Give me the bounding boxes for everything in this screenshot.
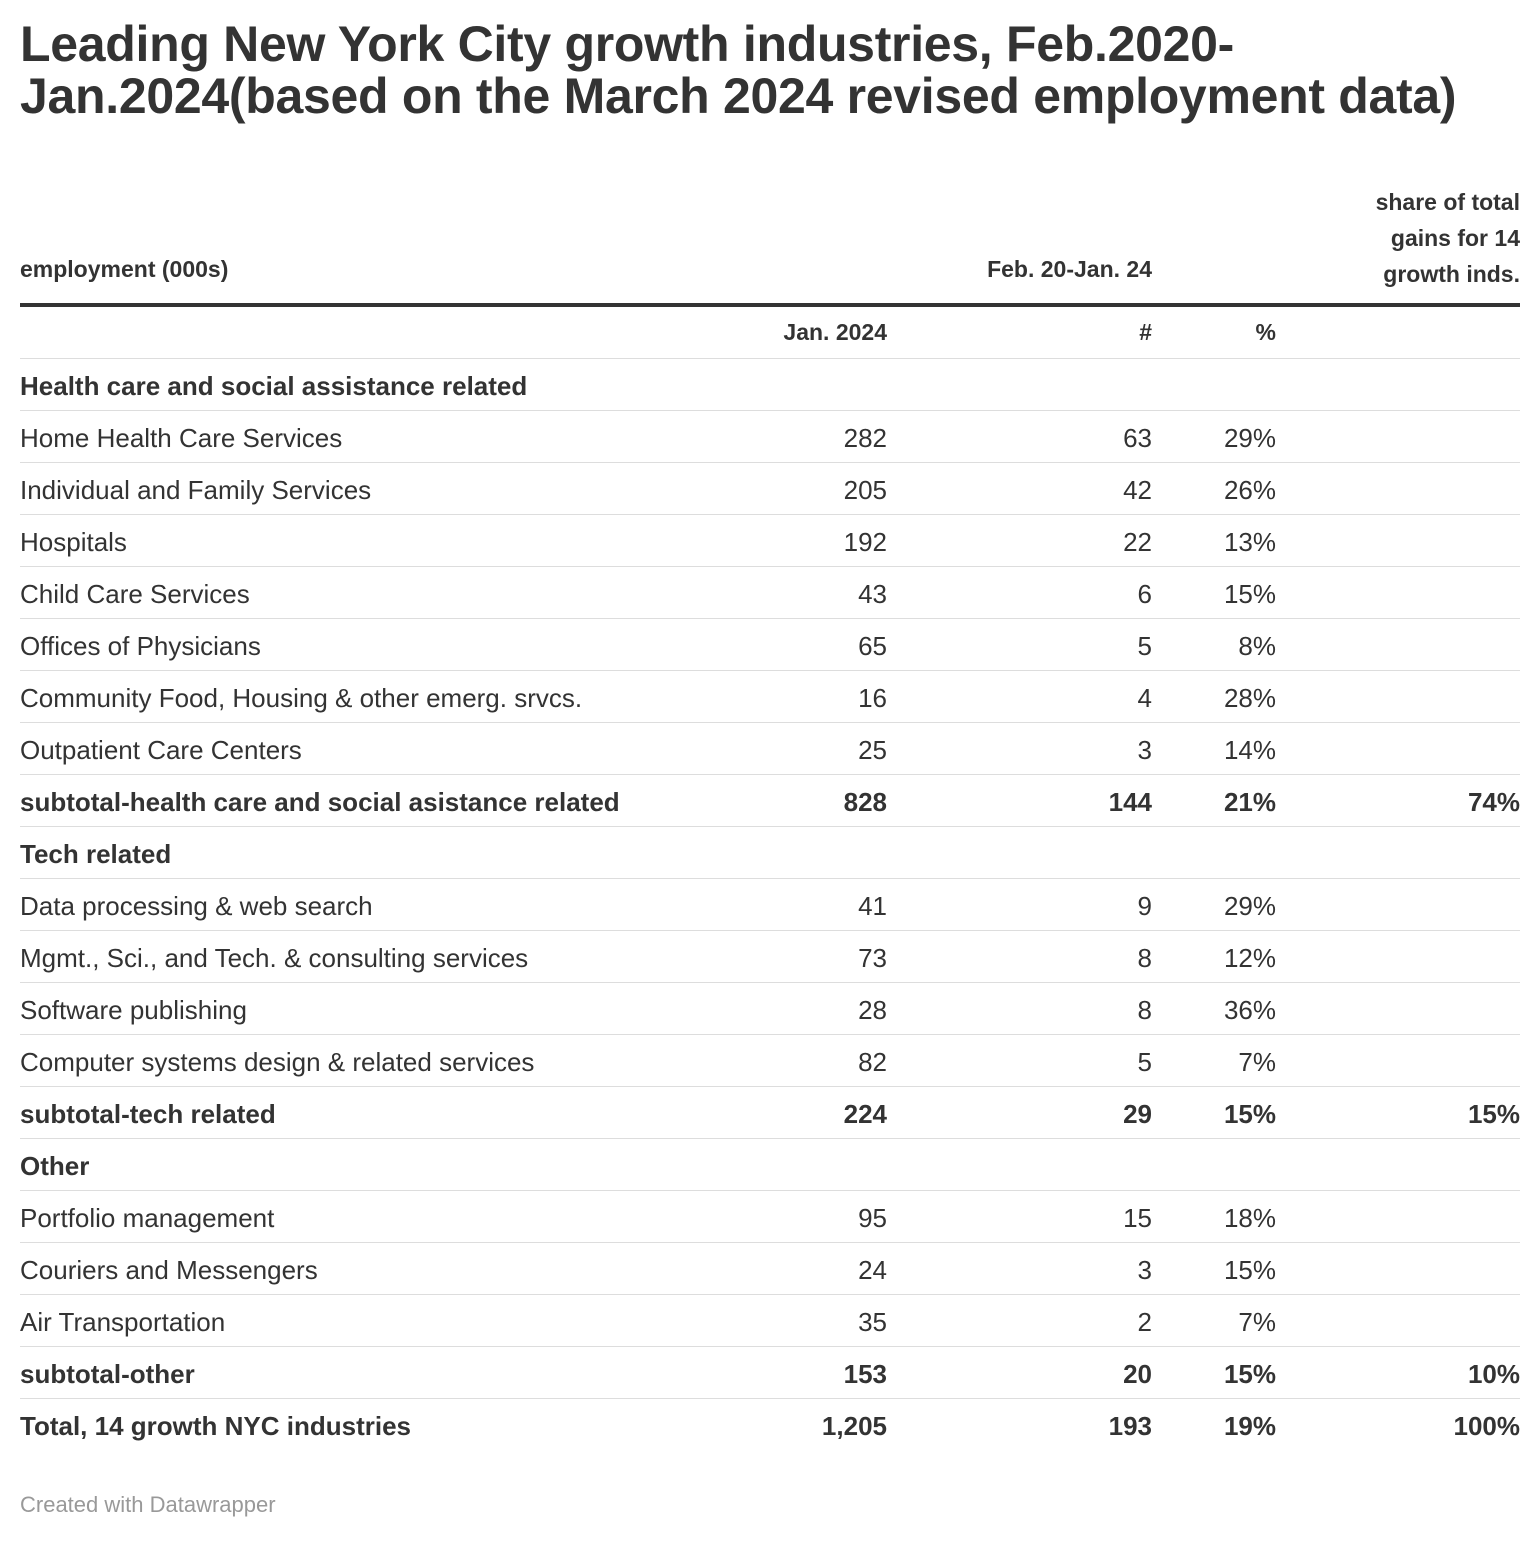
cell-jan: 282	[843, 423, 887, 453]
cell-jan: 24	[858, 1255, 887, 1285]
cell-num: 29	[1123, 1099, 1152, 1129]
cell-jan: 205	[843, 475, 887, 505]
table-row-subtotal	[20, 1347, 1520, 1399]
cell-pct: 15%	[1223, 1359, 1276, 1389]
cell-pct: 29%	[1223, 891, 1276, 921]
cell-name: Tech related	[20, 839, 172, 869]
cell-pct: 28%	[1223, 683, 1276, 713]
cell-share: 15%	[1467, 1099, 1520, 1129]
cell-pct: 15%	[1223, 1099, 1276, 1129]
cell-jan: 224	[843, 1099, 887, 1129]
cell-name: subtotal-tech related	[20, 1099, 276, 1129]
cell-pct: 7%	[1238, 1307, 1276, 1337]
table-row-item	[20, 931, 1520, 983]
cell-num: 5	[1137, 631, 1152, 661]
table-row-section	[20, 827, 1520, 879]
table-row-item	[20, 1035, 1520, 1087]
cell-jan: 41	[858, 891, 887, 921]
table-row-item	[20, 1191, 1520, 1243]
table-row-item	[20, 1295, 1520, 1347]
cell-jan: 153	[843, 1359, 887, 1389]
cell-share: 74%	[1467, 787, 1520, 817]
table-row-section	[20, 1139, 1520, 1191]
table-row-item	[20, 879, 1520, 931]
cell-jan: 73	[858, 943, 887, 973]
cell-pct: 7%	[1238, 1047, 1276, 1077]
cell-num: 22	[1123, 527, 1152, 557]
cell-pct: 26%	[1223, 475, 1276, 505]
cell-num: 3	[1137, 1255, 1152, 1285]
cell-name: Community Food, Housing & other emerg. srvcs.	[20, 683, 583, 713]
table-row-section	[20, 359, 1520, 411]
table-row-item	[20, 983, 1520, 1035]
header-period: Feb. 20-Jan. 24	[987, 256, 1152, 282]
cell-num: 5	[1137, 1047, 1152, 1077]
cell-name: Couriers and Messengers	[20, 1255, 318, 1285]
table-row-subtotal	[20, 1087, 1520, 1139]
cell-name: Mgmt., Sci., and Tech. & consulting services	[20, 943, 529, 973]
cell-name: Software publishing	[20, 995, 247, 1025]
column-header-jan: Jan. 2024	[783, 319, 887, 345]
cell-name: Air Transportation	[20, 1307, 226, 1337]
cell-jan: 43	[858, 579, 887, 609]
table-row-item	[20, 463, 1520, 515]
cell-num: 63	[1123, 423, 1152, 453]
cell-num: 4	[1137, 683, 1152, 713]
cell-name: subtotal-other	[20, 1359, 195, 1389]
cell-pct: 12%	[1223, 943, 1276, 973]
table-row-total	[20, 1399, 1520, 1450]
cell-pct: 29%	[1223, 423, 1276, 453]
cell-pct: 21%	[1223, 787, 1276, 817]
cell-name: Health care and social assistance related	[20, 371, 528, 401]
cell-jan: 35	[858, 1307, 887, 1337]
cell-num: 9	[1137, 891, 1152, 921]
column-header-row	[20, 307, 1520, 359]
cell-jan: 95	[858, 1203, 887, 1233]
cell-name: Child Care Services	[20, 579, 250, 609]
table-row-item	[20, 1243, 1520, 1295]
table-row-item	[20, 671, 1520, 723]
header-share	[1300, 184, 1520, 292]
cell-pct: 8%	[1238, 631, 1276, 661]
cell-pct: 14%	[1223, 735, 1276, 765]
table-row-item	[20, 619, 1520, 671]
cell-name: Offices of Physicians	[20, 631, 261, 661]
table-row-item	[20, 567, 1520, 619]
footer-credit: Created with Datawrapper	[20, 1492, 276, 1517]
cell-name: Individual and Family Services	[20, 475, 372, 505]
data-table	[20, 307, 1520, 1450]
cell-jan: 82	[858, 1047, 887, 1077]
cell-jan: 28	[858, 995, 887, 1025]
cell-share: 10%	[1467, 1359, 1520, 1389]
cell-jan: 1,205	[821, 1411, 887, 1441]
table-row-item	[20, 411, 1520, 463]
cell-name: Total, 14 growth NYC industries	[20, 1411, 412, 1441]
cell-pct: 13%	[1223, 527, 1276, 557]
cell-num: 3	[1137, 735, 1152, 765]
chart-title: Leading New York City growth industries, Feb.2020-Jan.2024(based on the March 2024 revised employment data)	[20, 16, 1457, 124]
cell-pct: 18%	[1223, 1203, 1276, 1233]
cell-jan: 25	[858, 735, 887, 765]
cell-pct: 19%	[1223, 1411, 1276, 1441]
cell-name: Hospitals	[20, 527, 127, 557]
cell-jan: 828	[843, 787, 887, 817]
table-row-item	[20, 723, 1520, 775]
header-share-line-1: share of total	[1375, 189, 1520, 215]
cell-num: 15	[1123, 1203, 1152, 1233]
cell-name: Home Health Care Services	[20, 423, 343, 453]
cell-name: Computer systems design & related services	[20, 1047, 535, 1077]
cell-num: 6	[1137, 579, 1152, 609]
header-share-line-3: growth inds.	[1383, 261, 1520, 287]
cell-pct: 15%	[1223, 579, 1276, 609]
cell-name: subtotal-health care and social asistance related	[20, 787, 620, 817]
header-share-line-2: gains for 14	[1390, 225, 1520, 251]
cell-pct: 36%	[1223, 995, 1276, 1025]
cell-num: 2	[1137, 1307, 1152, 1337]
cell-jan: 16	[858, 683, 887, 713]
cell-name: Portfolio management	[20, 1203, 275, 1233]
cell-num: 20	[1123, 1359, 1152, 1389]
cell-num: 42	[1123, 475, 1152, 505]
cell-pct: 15%	[1223, 1255, 1276, 1285]
cell-name: Outpatient Care Centers	[20, 735, 302, 765]
table-row-subtotal	[20, 775, 1520, 827]
cell-num: 144	[1108, 787, 1152, 817]
cell-jan: 65	[858, 631, 887, 661]
cell-name: Data processing & web search	[20, 891, 373, 921]
cell-jan: 192	[843, 527, 887, 557]
cell-share: 100%	[1453, 1411, 1520, 1441]
cell-name: Other	[20, 1151, 90, 1181]
header-employment: employment (000s)	[20, 256, 229, 282]
column-header-pct: %	[1255, 319, 1276, 345]
cell-num: 8	[1137, 943, 1152, 973]
cell-num: 193	[1108, 1411, 1152, 1441]
table-row-item	[20, 515, 1520, 567]
cell-num: 8	[1137, 995, 1152, 1025]
column-header-num: #	[1139, 319, 1152, 345]
